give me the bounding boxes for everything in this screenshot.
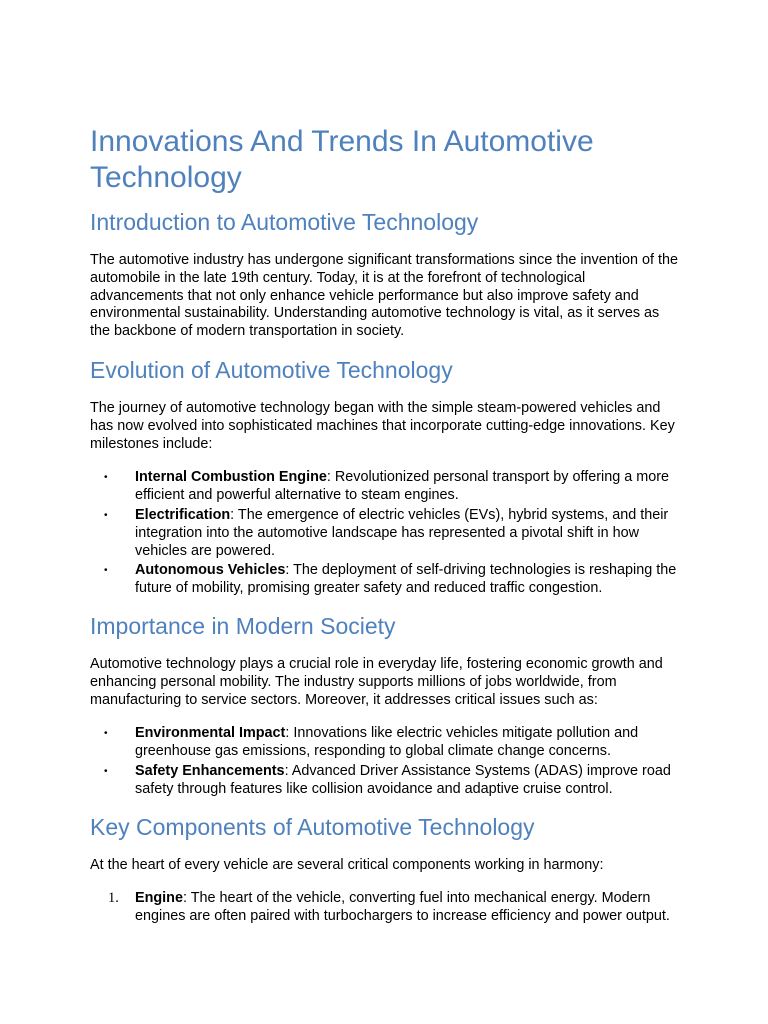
importance-issues-list: [90, 725, 680, 798]
section-heading-importance: Importance in Modern Society: [90, 612, 396, 639]
section-heading-introduction: Introduction to Automotive Technology: [90, 209, 479, 235]
section-heading-key-components: Key Components of Automotive Technology: [90, 813, 535, 840]
list-item-text: : Innovations like electric vehicles mitigate pollution and greenhouse gas emissions, responding to global climate change concerns.: [135, 725, 639, 760]
bullet-icon: •: [104, 765, 108, 777]
evolution-paragraph: The journey of automotive technology began with the simple steam-powered vehicles and has now evolved into sophisticated machines that incorporate cutting-edge innovations. Key milestones include:: [90, 399, 675, 452]
list-item-term: Electrification: [135, 506, 231, 523]
bullet-icon: •: [104, 728, 108, 740]
list-item-term: Environmental Impact: [135, 725, 286, 742]
list-item-text: : Advanced Driver Assistance Systems (ADAS) improve road safety through features like collision avoidance and adaptive cruise control.: [135, 762, 671, 797]
evolution-milestones-list: [90, 469, 680, 598]
list-item-text: : The emergence of electric vehicles (EVs), hybrid systems, and their integration into the automotive landscape has represented a pivotal shift in how vehicles are powered.: [135, 506, 669, 559]
list-item: [90, 562, 680, 598]
list-item-term: Safety Enhancements: [135, 762, 285, 779]
list-item-term: Autonomous Vehicles: [135, 562, 286, 579]
introduction-paragraph: The automotive industry has undergone significant transformations since the invention of the automobile in the late 19th century. Today, it is at the forefront of technological advancements that not only enhance vehicle performance but also improve safety and environmental sustainability. Understanding automotive technology is vital, as it serves as the backbone of modern transportation in society.: [90, 252, 678, 340]
list-item-text: : The deployment of self-driving technologies is reshaping the future of mobility, promising greater safety and reduced traffic congestion.: [135, 562, 677, 597]
importance-paragraph: Automotive technology plays a crucial role in everyday life, fostering economic growth and enhancing personal mobility. The industry supports millions of jobs worldwide, from manufacturing to service sectors. Moreover, it addresses critical issues such as:: [90, 655, 663, 708]
list-item: [90, 890, 680, 926]
list-item-term: Engine: [135, 890, 183, 907]
bullet-icon: •: [104, 565, 108, 577]
list-item-text: : Revolutionized personal transport by offering a more efficient and powerful alternative to steam engines.: [135, 469, 669, 504]
section-heading-evolution: Evolution of Automotive Technology: [90, 356, 453, 383]
list-item: [90, 763, 680, 799]
list-item: [90, 507, 680, 560]
list-item-term: Internal Combustion Engine: [135, 469, 327, 486]
list-item: [90, 725, 680, 761]
bullet-icon: •: [104, 509, 108, 521]
list-item-number: 1.: [108, 890, 119, 907]
bullet-icon: •: [104, 472, 108, 484]
document-title: Innovations And Trends In Automotive Technology: [90, 125, 594, 194]
list-item-text: : The heart of the vehicle, converting fuel into mechanical energy. Modern engines are often paired with turbochargers to increase efficiency and power output.: [135, 890, 670, 925]
key-components-list: [90, 890, 680, 926]
key-components-paragraph: At the heart of every vehicle are several critical components working in harmony:: [90, 856, 604, 873]
list-item: [90, 469, 680, 505]
